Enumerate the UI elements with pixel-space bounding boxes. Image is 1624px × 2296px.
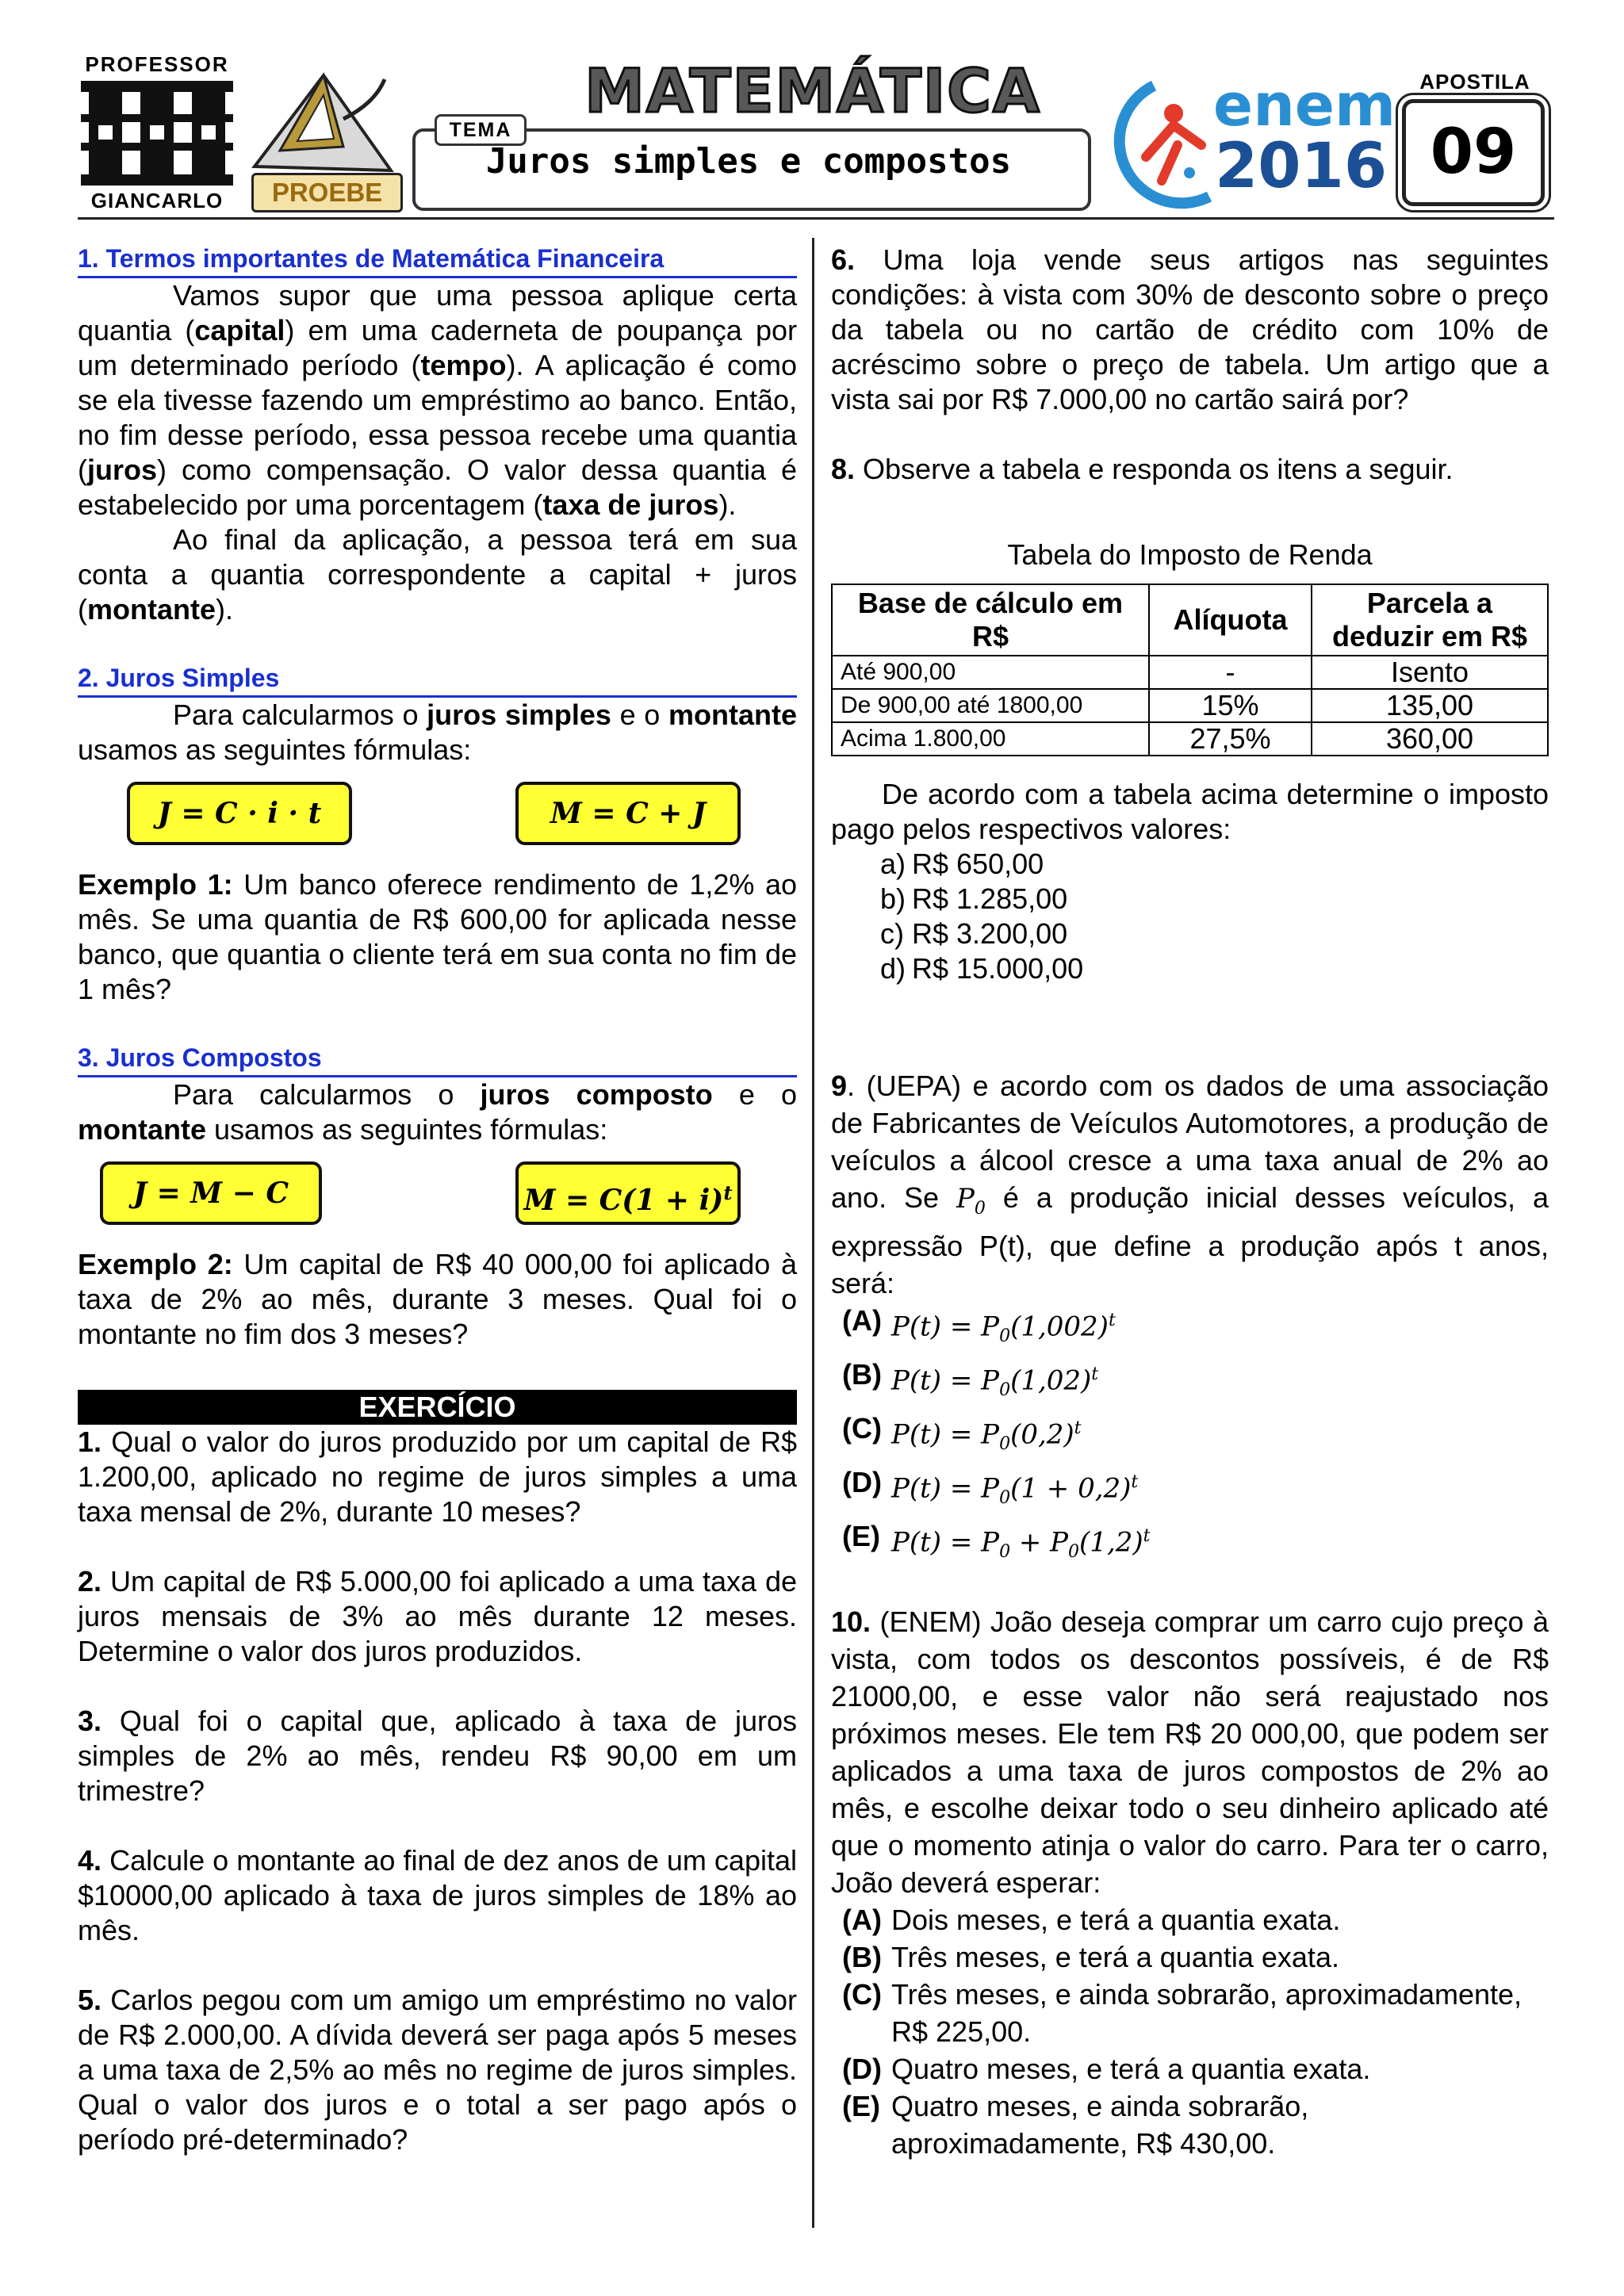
list-item: b) R$ 1.285,00 xyxy=(880,882,1068,915)
column-divider xyxy=(812,238,814,2228)
exercise-8-items xyxy=(831,847,1549,986)
section-3-formulas xyxy=(78,1161,797,1238)
enem-word: enem xyxy=(1213,71,1396,140)
table-cell: 135,00 xyxy=(1312,689,1548,722)
header-divider xyxy=(78,217,1554,220)
exercise-10-options xyxy=(831,1901,1549,2162)
left-column xyxy=(78,243,797,2157)
exercise-6: 6. Uma loja vende seus artigos nas seguintes condições: à vista com 30% de desconto sobre o preço da tabela ou no cartão de crédito com 10% de acréscimo sobre o preço de tabela. Um artigo que a vista sai por R$ 7.000,00 no cartão sairá por? xyxy=(831,243,1549,415)
list-item: a) R$ 650,00 xyxy=(880,848,1044,880)
exercise-9: 9. (UEPA) e acordo com os dados de uma associação de Fabricantes de Veículos Automotores, a produção de veículos a álcool cresce a uma taxa anual de 2% ao ano. Se $P_0$ é a produção inicial desses veículos, a expressão P(t), que define a produção após t anos, será: xyxy=(831,1070,1549,1299)
professor-logo xyxy=(78,52,236,211)
exercise-banner: EXERCÍCIO xyxy=(78,1390,797,1425)
table-cell: Acima 1.800,00 xyxy=(832,722,1149,756)
tax-table-header-cell: Base de cálculo em R$ xyxy=(832,584,1149,656)
option-d: (D) Quatro meses, e terá a quantia exata. xyxy=(842,2053,1371,2086)
section-2-intro: Para calcularmos o juros simples e o montante usamos as seguintes fórmulas: xyxy=(78,698,797,766)
table-row xyxy=(832,722,1548,756)
example-2: Exemplo 2: Um capital de R$ 40 000,00 foi aplicado à taxa de 2% ao mês, durante 3 meses. Qual foi o montante no fim dos 3 meses? xyxy=(78,1248,797,1350)
formula-simple-amount: M = C + J xyxy=(515,782,741,845)
exercise-10: 10. (ENEM) João deseja comprar um carro cujo preço à vista, com todos os descontos possíveis, é de R$ 21000,00, e esse valor não será reajustado nos próximos meses. Ele tem R$ 20 000,00, que podem ser aplicados a uma taxa de juros compostos de 2% ao mês, e escolhe deixar todo o seu dinheiro aplicado até que o momento atinja o valor do carro. Para ter o carro, João deverá esperar: xyxy=(831,1605,1549,1900)
tax-table xyxy=(831,584,1549,756)
exercise-8-instruction: De acordo com a tabela acima determine o imposto pago pelos respectivos valores: xyxy=(831,778,1549,845)
option-d: (D) $P(t) = P_0(1 + 0,2)^t$ xyxy=(842,1466,1139,1509)
section-1-title: Termos importantes de Matemática Financeira xyxy=(105,244,665,273)
section-1-paragraph-1: Vamos supor que uma pessoa aplique certa quantia (capital) em uma caderneta de poupança por um determinado período (tempo). A aplicação é como se ela tivesse fazendo um empréstimo ao banco. Então, no fim desse período, essa pessoa recebe uma quantia (juros) como compensação. O valor dessa quantia é estabelecido por uma porcentagem (taxa de juros). xyxy=(78,279,797,521)
exercise-3: 3. Qual foi o capital que, aplicado à taxa de juros simples de 2% ao mês, rendeu R$ 90,00 em um trimestre? xyxy=(78,1705,797,1807)
professor-name: GIANCARLO xyxy=(90,189,224,212)
apostila-number: 09 xyxy=(1402,99,1545,206)
table-row xyxy=(832,656,1548,689)
option-a: (A) Dois meses, e terá a quantia exata. xyxy=(842,1904,1341,1937)
option-b: (B) $P(t) = P_0(1,02)^t$ xyxy=(842,1357,1099,1401)
example-1: Exemplo 1: Um banco oferece rendimento de 1,2% ao mês. Se uma quantia de R$ 600,00 for aplicada nesse banco, que quantia o cliente terá em sua conta no fim de 1 mês? xyxy=(78,868,797,1005)
section-1-heading: 1. Termos importantes de Matemática Financeira xyxy=(78,243,797,278)
option-c: (C) $P(t) = P_0(0,2)^t$ xyxy=(842,1412,1082,1455)
tema-title: Juros simples e compostos xyxy=(485,141,1012,182)
apostila-label: APOSTILA xyxy=(1419,70,1530,94)
option-a: (A) $P(t) = P_0(1,002)^t$ xyxy=(842,1303,1116,1346)
exercise-9-options xyxy=(831,1302,1549,1572)
section-3-heading: 3. Juros Compostos xyxy=(78,1042,797,1077)
table-cell: - xyxy=(1149,656,1312,689)
tema-label: TEMA xyxy=(435,114,527,146)
proebe-logo xyxy=(242,71,400,210)
list-item: d) R$ 15.000,00 xyxy=(880,952,1084,985)
section-2-heading: 2. Juros Simples xyxy=(78,662,797,698)
section-3-intro: Para calcularmos o juros composto e o montante usamos as seguintes fórmulas: xyxy=(78,1078,797,1146)
option-b: (B) Três meses, e terá a quantia exata. xyxy=(842,1941,1339,1974)
section-2-formulas xyxy=(78,782,797,858)
exercise-2: 2. Um capital de R$ 5.000,00 foi aplicado a uma taxa de juros mensais de 3% ao mês durante 12 meses. Determine o valor dos juros produzidos. xyxy=(78,1565,797,1667)
right-column xyxy=(831,243,1549,2162)
option-e: (E) $P(t) = P_0 + P_0(1,2)^t$ xyxy=(842,1520,1151,1563)
table-cell: Até 900,00 xyxy=(832,656,1149,689)
tax-table-header-cell: Parcela a deduzir em R$ xyxy=(1312,584,1548,656)
table-cell: 27,5% xyxy=(1149,722,1312,756)
exercise-1: 1. Qual o valor do juros produzido por um capital de R$ 1.200,00, aplicado no regime de juros simples a uma taxa mensal de 2%, durante 10 meses? xyxy=(78,1425,797,1528)
subject-title: MATEMÁTICA xyxy=(584,55,1041,126)
table-cell: Isento xyxy=(1312,656,1548,689)
table-cell: 360,00 xyxy=(1312,722,1548,756)
exercise-5: 5. Carlos pegou com um amigo um empréstimo no valor de R$ 2.000,00. A dívida deverá ser paga após 5 meses a uma taxa de 2,5% ao mês no regime de juros simples. Qual o valor dos juros e o total a ser pago após o período pré-determinado? xyxy=(78,1984,797,2156)
table-cell: De 900,00 até 1800,00 xyxy=(832,689,1149,722)
option-c: (C) Três meses, e ainda sobrarão, aproximadamente, R$ 225,00. xyxy=(842,1978,1522,2049)
proebe-label: PROEBE xyxy=(251,173,403,212)
tax-table-header xyxy=(832,584,1548,656)
formula-simple-interest: J = C · i · t xyxy=(127,782,352,845)
option-e: (E) Quatro meses, e ainda sobrarão, aproximadamente, R$ 430,00. xyxy=(842,2090,1309,2160)
exercise-8: 8. Observe a tabela e responda os itens a seguir. xyxy=(831,453,1454,485)
enem-year: 2016 xyxy=(1215,131,1388,202)
section-2-title: Juros Simples xyxy=(105,664,280,692)
tax-table-header-cell: Alíquota xyxy=(1149,584,1312,656)
tax-table-caption: Tabela do Imposto de Renda xyxy=(1007,538,1373,571)
table-cell: 15% xyxy=(1149,689,1312,722)
proebe-triangle-icon xyxy=(248,71,395,174)
list-item: c) R$ 3.200,00 xyxy=(880,917,1068,950)
professor-label: PROFESSOR xyxy=(85,52,229,76)
professor-monogram-icon xyxy=(81,81,233,186)
formula-compound-interest: J = M − C xyxy=(100,1161,322,1225)
section-1-paragraph-2: Ao final da aplicação, a pessoa terá em sua conta a quantia correspondente a capital + juros (montante). xyxy=(78,523,797,626)
table-row xyxy=(832,689,1548,722)
section-3-title: Juros Compostos xyxy=(105,1043,322,1072)
exercise-4: 4. Calcule o montante ao final de dez anos de um capital $10000,00 aplicado à taxa de juros simples de 18% ao mês. xyxy=(78,1844,797,1946)
formula-compound-amount: $M = C(1 + i)^t$ xyxy=(515,1161,741,1225)
